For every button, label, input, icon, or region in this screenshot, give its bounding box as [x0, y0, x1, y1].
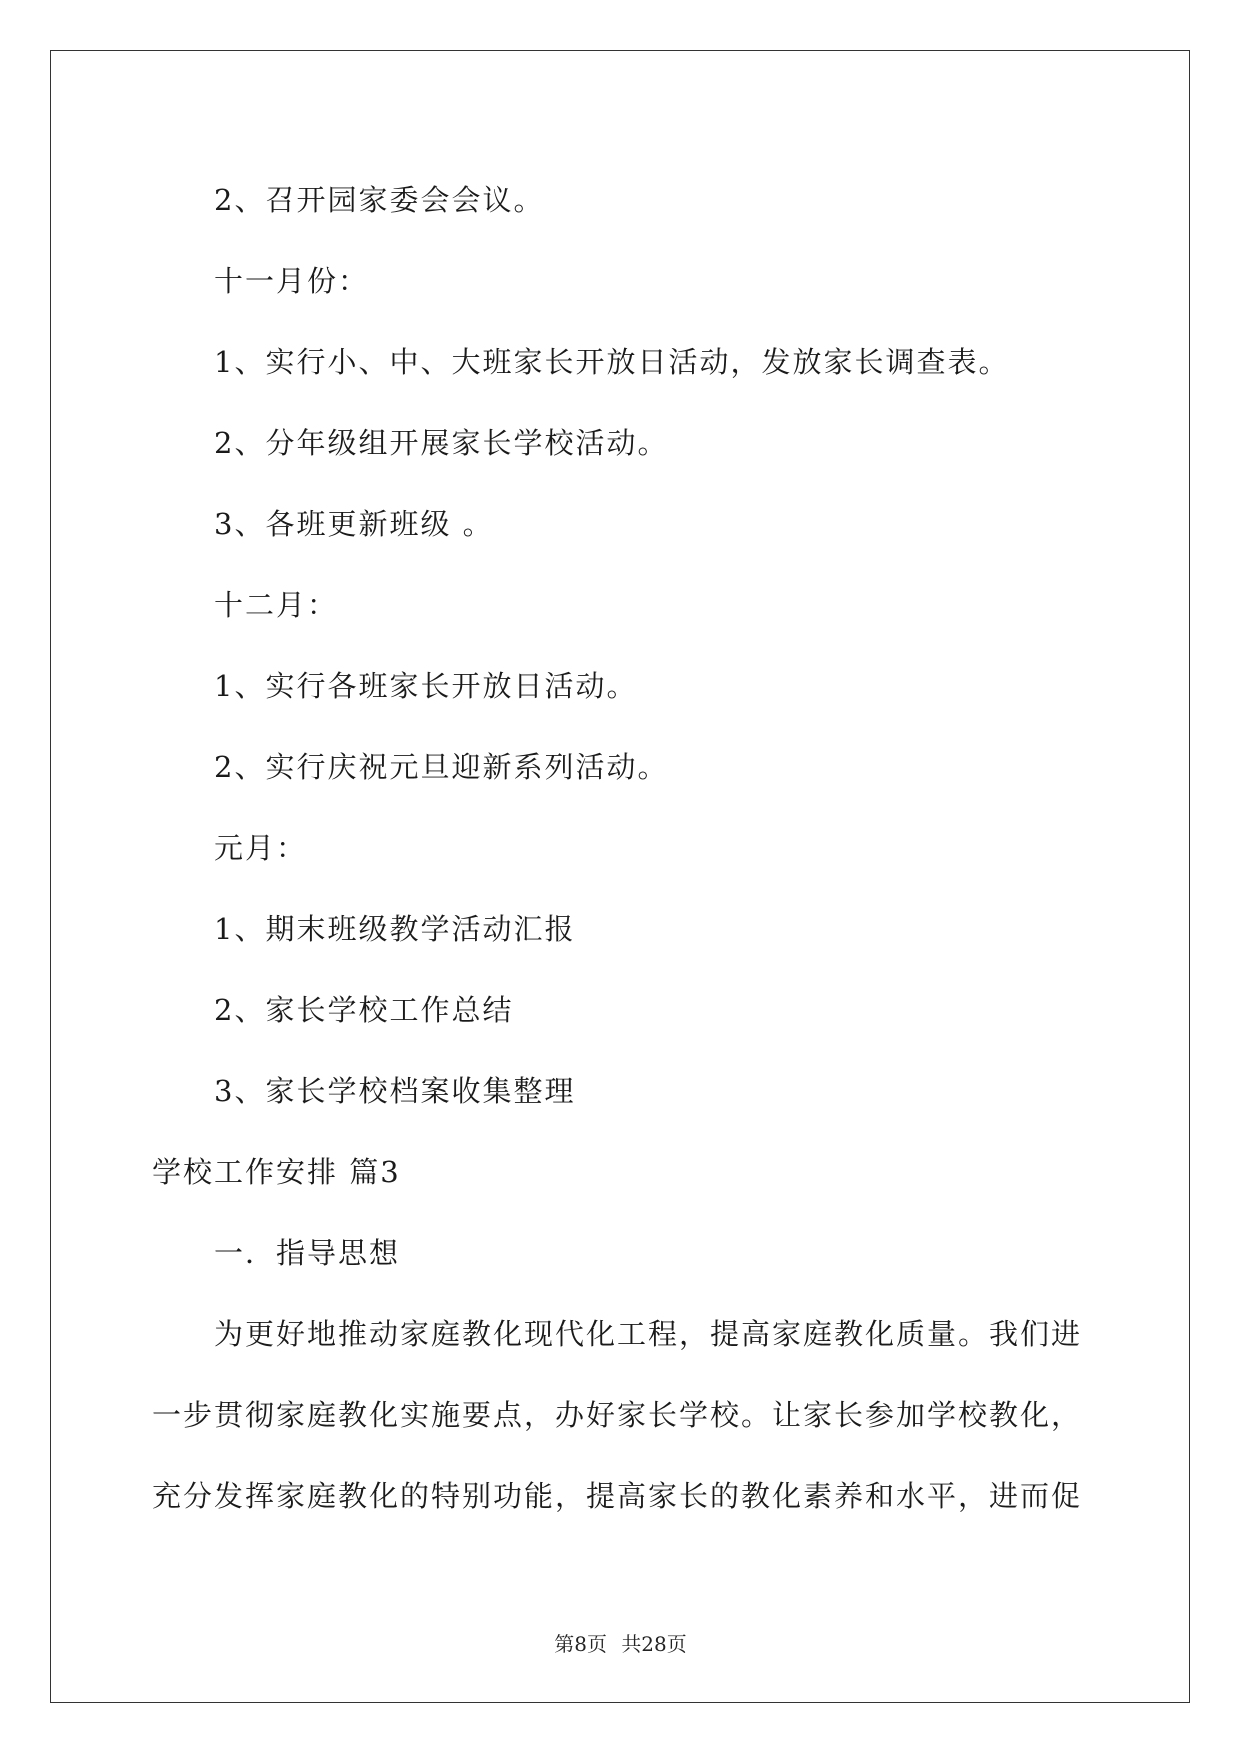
paragraph-line: 一步贯彻家庭教化实施要点，办好家长学校。让家长参加学校教化，: [152, 1398, 1083, 1432]
section-heading-november: 十一月份：: [214, 264, 370, 298]
text-line: 2、家长学校工作总结: [214, 993, 514, 1027]
page-footer: [0, 1628, 1241, 1657]
section-heading-december: 十二月：: [214, 588, 339, 622]
article-title: 学校工作安排 篇3: [152, 1155, 401, 1189]
text-line: 1、期末班级教学活动汇报: [214, 912, 576, 946]
text-line: 3、家长学校档案收集整理: [214, 1074, 576, 1108]
page-total: 共28页: [621, 1632, 687, 1656]
section-heading-guiding-ideology: 一．指导思想: [214, 1236, 401, 1270]
text-line: 1、实行各班家长开放日活动。: [214, 669, 638, 703]
text-line: 2、召开园家委会会议。: [214, 183, 545, 217]
text-line: 2、分年级组开展家长学校活动。: [214, 426, 669, 460]
paragraph-line: 充分发挥家庭教化的特别功能，提高家长的教化素养和水平，进而促: [152, 1479, 1083, 1513]
text-line: 1、实行小、中、大班家长开放日活动，发放家长调查表。: [214, 345, 1010, 379]
text-line: 2、实行庆祝元旦迎新系列活动。: [214, 750, 669, 784]
paragraph-line: 为更好地推动家庭教化现代化工程，提高家庭教化质量。我们进: [214, 1317, 1083, 1351]
text-line: 3、各班更新班级 。: [214, 507, 494, 541]
page-number: 第8页: [554, 1632, 607, 1656]
document-body: [152, 160, 1092, 1537]
section-heading-january: 元月：: [214, 831, 308, 865]
